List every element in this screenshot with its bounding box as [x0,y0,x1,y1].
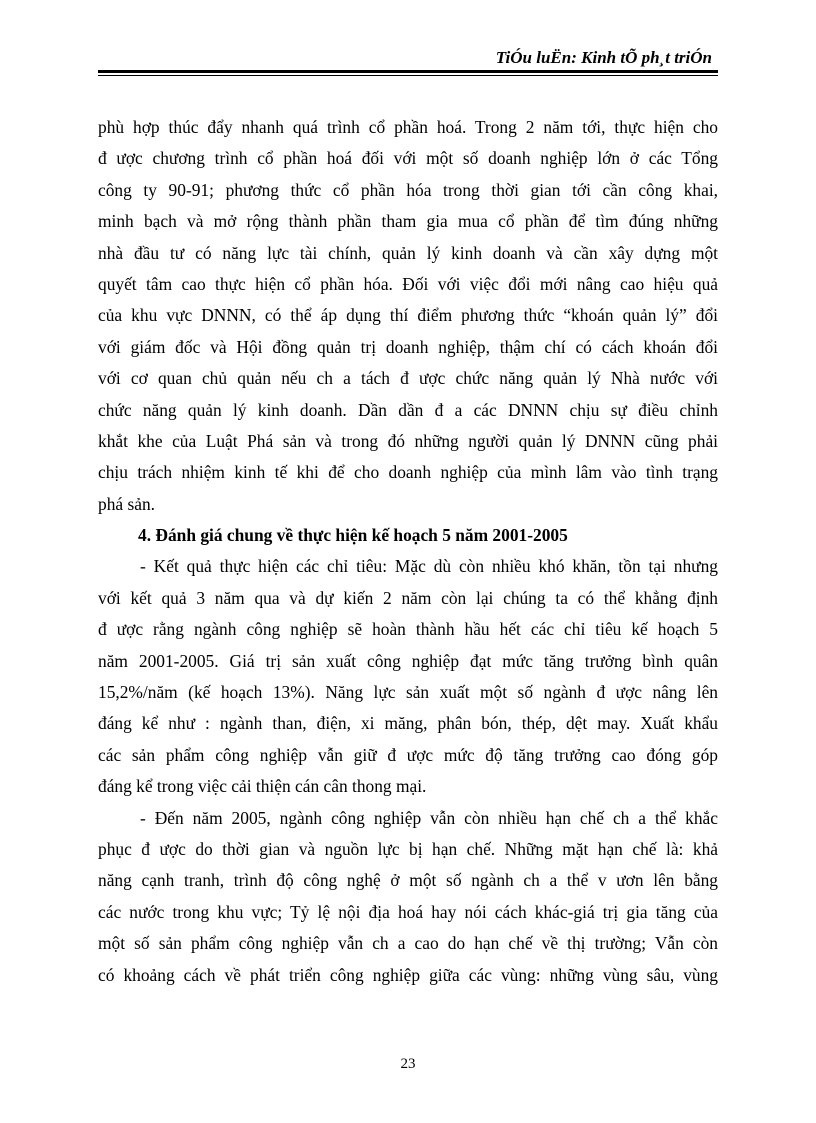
paragraph-2 [98,551,718,802]
text-line: phù hợp thúc đẩy nhanh quá trình cổ phần hoá. Trong 2 năm tới, thực hiện cho [98,117,718,137]
text-line: quyết tâm cao thực hiện cổ phần hóa. Đối với việc đổi mới nâng cao hiệu quả [98,273,718,294]
paragraph-3 [98,803,718,991]
text-line: nhà đầu tư có năng lực tài chính, quản lý kinh doanh và cần xây dựng một [98,242,718,263]
text-line: của khu vực DNNN, có thể áp dụng thí điểm phương thức “khoán quản lý” đổi [98,305,718,326]
text-line: các sản phẩm công nghiệp vẫn giữ đ ược mức độ tăng trưởng cao đóng góp [98,744,718,765]
header-rule-thick [98,70,718,73]
paragraph-1 [98,112,718,520]
text-line: chức năng quản lý kinh doanh. Dần dần đ a các DNNN chịu sự điều chỉnh [98,399,718,420]
text-line: công ty 90-91; phương thức cổ phần hóa trong thời gian tới cần công khai, [98,179,718,200]
text-line: với giám đốc và Hội đồng quản trị doanh nghiệp, thậm chí có cách khoán đổi [98,336,718,357]
page-body [98,112,718,991]
text-line: một số sản phẩm công nghiệp vẫn ch a cao do hạn chế về thị trường; Vẫn còn [98,933,718,954]
text-line: phục đ ược do thời gian và nguồn lực bị hạn chế. Những mặt hạn chế là: khả [98,838,718,859]
text-line: đáng kể trong việc cải thiện cán cân thong mại. [98,776,427,797]
text-line: đ ược chương trình cổ phần hoá đối với một số doanh nghiệp lớn ở các Tổng [98,148,718,169]
text-line: các nước trong khu vực; Tỷ lệ nội địa hoá hay nói cách khác-giá trị gia tăng của [98,901,718,922]
text-line: đ ược rằng ngành công nghiệp sẽ hoàn thành hầu hết các chỉ tiêu kế hoạch 5 [98,619,718,640]
text-line: minh bạch và mở rộng thành phần tham gia mua cổ phần để tìm đúng những [98,211,718,232]
page-number: 23 [400,1056,416,1072]
running-header-title: TiÓu luËn: Kinh tÕ ph¸t triÓn [495,48,712,67]
text-line: với kết quả 3 năm qua và dự kiến 2 năm còn lại chúng ta có thể khẳng định [98,587,718,608]
text-line: 15,2%/năm (kế hoạch 13%). Năng lực sản xuất một số ngành đ ược nâng lên [98,682,718,703]
text-line: chịu trách nhiệm kinh tế khi để cho doanh nghiệp của mình lâm vào tình trạng [98,462,718,483]
text-line: - Kết quả thực hiện các chỉ tiêu: Mặc dù còn nhiều khó khăn, tồn tại nhưng [140,556,718,577]
text-line: khắt khe của Luật Phá sản và trong đó những người quản lý DNNN cũng phải [98,430,718,451]
text-line: năng cạnh tranh, trình độ công nghệ ở một số ngành ch a thể v ươn lên bằng [98,870,718,891]
text-line: với cơ quan chủ quản nếu ch a tách đ ược chức năng quản lý Nhà nước với [98,368,718,389]
text-line: - Đến năm 2005, ngành công nghiệp vẫn còn nhiều hạn chế ch a thể khắc [140,807,718,828]
section-heading: 4. Đánh giá chung về thực hiện kế hoạch 5 năm 2001-2005 [138,525,568,546]
text-line: đáng kể như : ngành than, điện, xi măng, phân bón, thép, dệt may. Xuất khẩu [98,713,718,734]
text-line: năm 2001-2005. Giá trị sản xuất công nghiệp đạt mức tăng trưởng bình quân [98,650,718,671]
text-line: phá sản. [98,493,155,514]
text-line: có khoảng cách về phát triển công nghiệp giữa các vùng: những vùng sâu, vùng [98,964,718,985]
header-rule-thin [98,75,718,76]
